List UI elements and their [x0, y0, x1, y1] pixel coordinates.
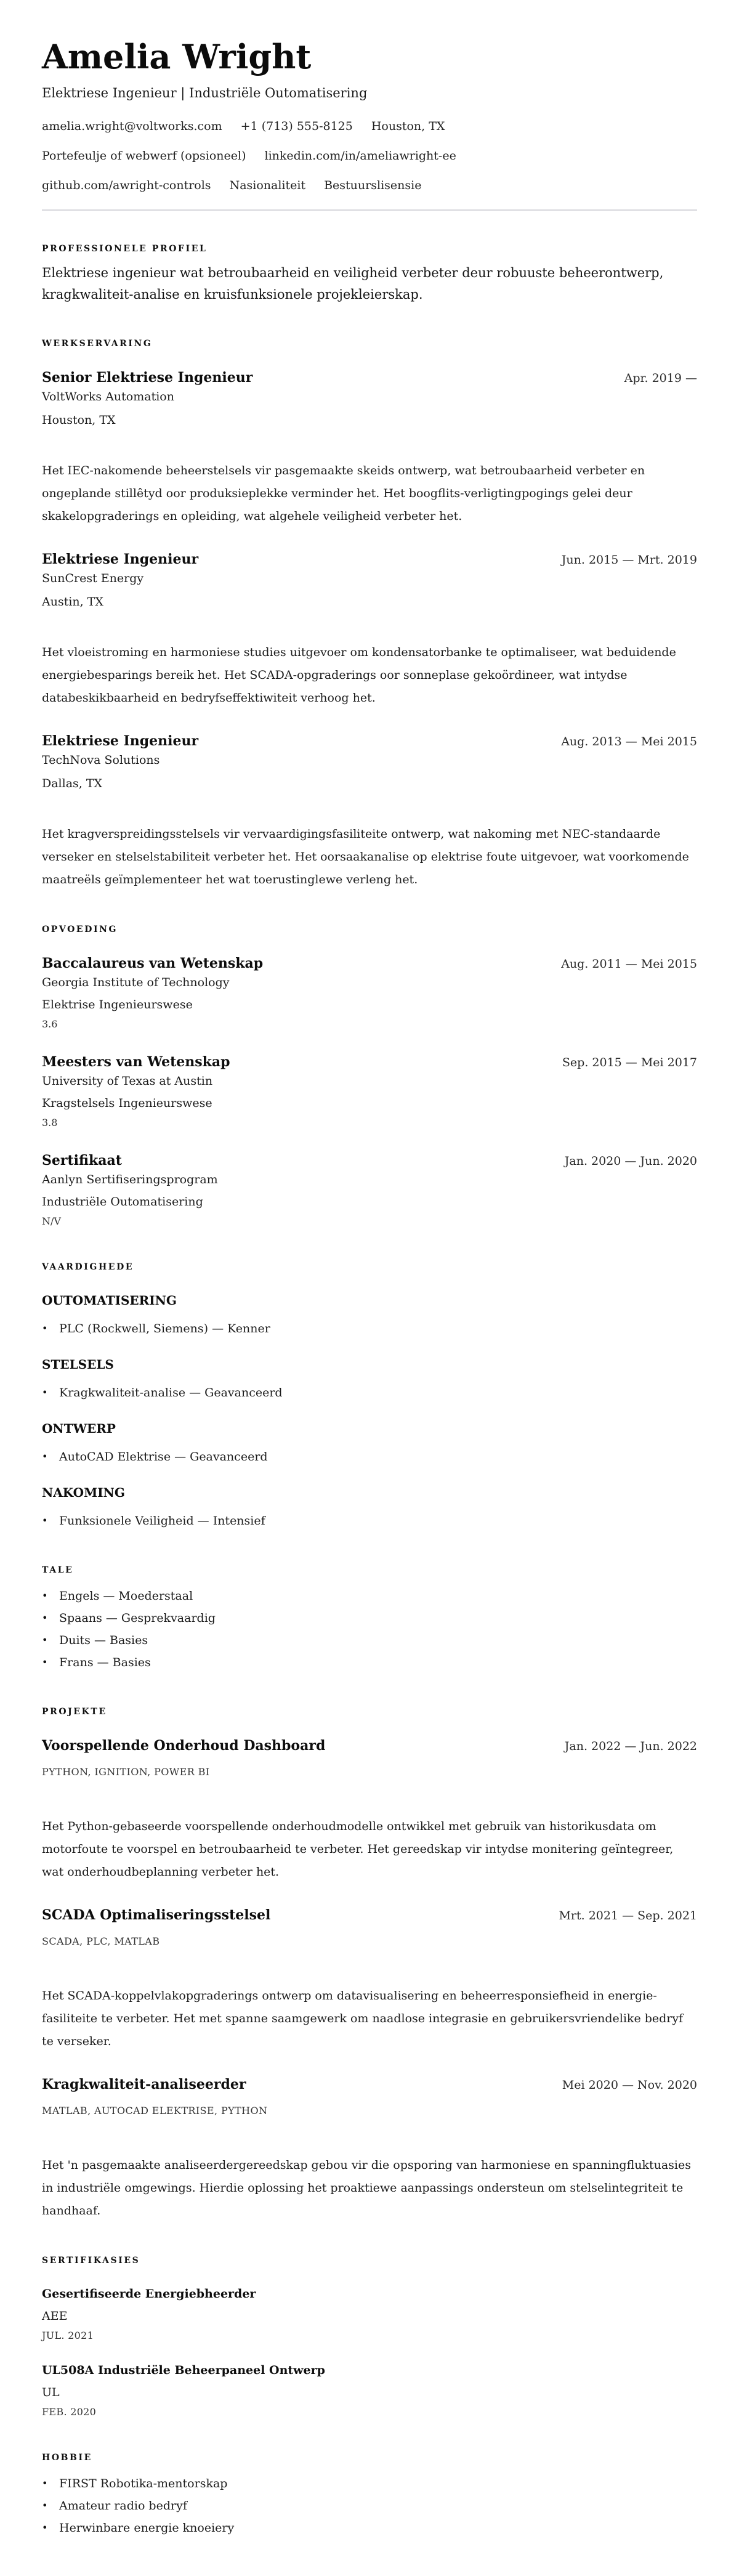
job-title: Senior Elektriese Ingenieur [42, 370, 253, 386]
section-projects [42, 1706, 697, 2222]
experience-entry [42, 368, 697, 528]
resume-header [42, 37, 697, 211]
skill-group [42, 1484, 697, 1532]
profile-summary: Elektriese ingenieur wat betroubaarheid en veiligheid verbeter deur robuuste beheerontwerp, kragkwaliteit-analise en kruisfunksionele projekleierskap. [42, 265, 664, 302]
certification-entry [42, 2285, 697, 2343]
certification-issuer: UL [42, 2386, 60, 2399]
certification-date: JUL. 2021 [42, 2330, 94, 2341]
contact-location: Houston, TX [371, 119, 445, 133]
certification-entry [42, 2362, 697, 2420]
skill-category: NAKOMING [42, 1485, 125, 1500]
candidate-name: Amelia Wright [42, 37, 312, 76]
project-description: Het SCADA-koppelvlakopgraderings ontwerp om datavisualisering en beheerresponsiefheid in energie-fasiliteite te verbeter. Het met spanne saamgewerk om naadlose integrasie en gebruikersvriendelike bedryf te verseker. [42, 1989, 684, 2048]
degree-title: Sertifikaat [42, 1152, 122, 1169]
job-description: Het IEC-nakomende beheerstelsels vir pasgemaakte skeids ontwerp, wat betroubaarheid verbeter en ongeplande stillêtyd oor produksieplekke verminder het. Het boogflits-verligtingpogings gelei deur skakelopgraderings en opleiding, wat algehele veiligheid verbeter het. [42, 464, 645, 523]
project-tech-stack: PYTHON, IGNITION, POWER BI [42, 1766, 210, 1778]
section-title: PROFESSIONELE PROFIEL [42, 244, 208, 254]
contact-github[interactable]: github.com/awright-controls [42, 179, 211, 192]
section-languages [42, 1564, 697, 1674]
education-institution: Georgia Institute of Technology [42, 976, 230, 989]
job-dates: Jun. 2015 — Mrt. 2019 [561, 553, 697, 567]
skill-group [42, 1420, 697, 1468]
job-description: Het vloeistroming en harmoniese studies uitgevoer om kondensatorbanke te optimaliseer, wat beduidende energiebesparings bereik het. Het SCADA-opgraderings oor sonneplase gekoördineer, wat intydse databeskikbaarheid en bedryfseffektiwiteit verhoog het. [42, 646, 676, 705]
language-item: • Spaans — Gesprekvaardig [42, 1607, 697, 1629]
contact-drivers-license: Bestuurslisensie [324, 179, 422, 192]
contact-phone[interactable]: +1 (713) 555-8125 [240, 119, 353, 133]
job-title: Elektriese Ingenieur [42, 551, 199, 567]
section-certifications [42, 2254, 697, 2420]
skill-item: • PLC (Rockwell, Siemens) — Kenner [42, 1318, 697, 1340]
education-grade: 3.6 [42, 1018, 58, 1030]
contact-row [42, 118, 697, 148]
certification-issuer: AEE [42, 2309, 68, 2323]
project-dates: Mrt. 2021 — Sep. 2021 [559, 1909, 697, 1922]
section-title: WERKSERVARING [42, 339, 153, 349]
contact-linkedin[interactable]: linkedin.com/in/ameliawright-ee [264, 149, 456, 163]
education-entry [42, 1053, 697, 1130]
job-dates: Apr. 2019 — [624, 371, 697, 385]
education-entry [42, 1151, 697, 1229]
job-location: Houston, TX [42, 413, 116, 427]
certification-date: FEB. 2020 [42, 2406, 97, 2418]
project-dates: Jan. 2022 — Jun. 2022 [564, 1740, 697, 1753]
education-institution: University of Texas at Austin [42, 1074, 213, 1088]
education-field: Elektrise Ingenieurswese [42, 998, 193, 1011]
education-field: Kragstelsels Ingenieurswese [42, 1096, 212, 1110]
section-hobbies [42, 2452, 697, 2539]
section-profile [42, 243, 697, 306]
contact-portfolio[interactable]: Portefeulje of webwerf (opsioneel) [42, 149, 246, 163]
experience-entry [42, 550, 697, 710]
project-entry [42, 1906, 697, 2053]
education-dates: Jan. 2020 — Jun. 2020 [564, 1154, 697, 1168]
contact-nationality: Nasionaliteit [229, 179, 306, 192]
project-title: SCADA Optimaliseringsstelsel [42, 1907, 271, 1923]
section-skills [42, 1261, 697, 1532]
header-divider [42, 209, 697, 211]
job-title: Elektriese Ingenieur [42, 733, 199, 749]
degree-title: Baccalaureus van Wetenskap [42, 955, 264, 971]
project-description: Het 'n pasgemaakte analiseerdergereedskap gebou vir die opsporing van harmoniese en spanningfluktuasies in industriële omgewings. Hierdie oplossing het proaktiewe aanpassings ondersteun om stelselintegriteit te handhaaf. [42, 2158, 692, 2218]
project-dates: Mei 2020 — Nov. 2020 [562, 2078, 697, 2092]
skill-item: • AutoCAD Elektrise — Geavanceerd [42, 1446, 697, 1468]
section-title: TALE [42, 1565, 74, 1575]
skill-category: OUTOMATISERING [42, 1293, 177, 1308]
job-location: Austin, TX [42, 595, 103, 609]
hobby-item: • FIRST Robotika-mentorskap [42, 2473, 697, 2495]
skill-item: • Funksionele Veiligheid — Intensief [42, 1510, 697, 1532]
project-description: Het Python-gebaseerde voorspellende onderhoudmodelle ontwikkel met gebruik van historikusdata om motorfoute te voorspel en betroubaarheid te verbeter. Het gereedskap vir intydse monitering geïntegreer, wat onderhoudbeplanning verbeter het. [42, 1820, 674, 1879]
education-grade: 3.8 [42, 1117, 58, 1128]
degree-title: Meesters van Wetenskap [42, 1054, 230, 1070]
job-location: Dallas, TX [42, 777, 103, 790]
section-education [42, 923, 697, 1229]
contact-row [42, 177, 697, 207]
project-tech-stack: MATLAB, AUTOCAD ELEKTRISE, PYTHON [42, 2105, 268, 2116]
project-entry [42, 1736, 697, 1884]
education-field: Industriële Outomatisering [42, 1195, 203, 1209]
job-description: Het kragverspreidingsstelsels vir vervaardigingsfasiliteite ontwerp, wat nakoming met NEC-standaarde verseker en stelselstabiliteit verbeter het. Het oorsaakanalise op elektrise foute uitgevoer, wat voorkomende maatreëls geïmplementeer het wat toerustinglewe verleng het. [42, 827, 689, 886]
section-title: SERTIFIKASIES [42, 2256, 140, 2266]
project-tech-stack: SCADA, PLC, MATLAB [42, 1935, 160, 1947]
skill-group [42, 1292, 697, 1340]
project-title: Kragkwaliteit-analiseerder [42, 2076, 246, 2092]
education-entry [42, 954, 697, 1032]
section-title: HOBBIE [42, 2453, 92, 2463]
job-company: VoltWorks Automation [42, 390, 174, 403]
skill-group [42, 1356, 697, 1404]
candidate-headline: Elektriese Ingenieur | Industriële Outomatisering [42, 86, 368, 100]
section-title: PROJEKTE [42, 1707, 107, 1717]
language-item: • Frans — Basies [42, 1651, 697, 1674]
job-company: TechNova Solutions [42, 753, 160, 767]
project-title: Voorspellende Onderhoud Dashboard [42, 1738, 326, 1754]
hobby-item: • Herwinbare energie knoeiery [42, 2517, 697, 2539]
job-dates: Aug. 2013 — Mei 2015 [561, 735, 697, 748]
skill-category: ONTWERP [42, 1421, 116, 1436]
education-dates: Aug. 2011 — Mei 2015 [561, 957, 697, 971]
section-title: VAARDIGHEDE [42, 1262, 134, 1272]
hobby-item: • Amateur radio bedryf [42, 2495, 697, 2517]
skill-category: STELSELS [42, 1357, 114, 1372]
skill-item: • Kragkwaliteit-analise — Geavanceerd [42, 1382, 697, 1404]
certification-name: Gesertifiseerde Energiebheerder [42, 2287, 256, 2301]
education-dates: Sep. 2015 — Mei 2017 [562, 1056, 697, 1069]
certification-name: UL508A Industriële Beheerpaneel Ontwerp [42, 2363, 325, 2377]
contact-info [42, 118, 697, 207]
section-experience [42, 338, 697, 891]
contact-row [42, 148, 697, 177]
education-grade: N/V [42, 1215, 61, 1227]
language-item: • Duits — Basies [42, 1629, 697, 1651]
experience-entry [42, 732, 697, 891]
project-entry [42, 2075, 697, 2222]
education-institution: Aanlyn Sertifiseringsprogram [42, 1173, 218, 1186]
section-title: OPVOEDING [42, 925, 118, 934]
job-company: SunCrest Energy [42, 572, 144, 585]
contact-email[interactable]: amelia.wright@voltworks.com [42, 119, 222, 133]
language-item: • Engels — Moederstaal [42, 1585, 697, 1607]
